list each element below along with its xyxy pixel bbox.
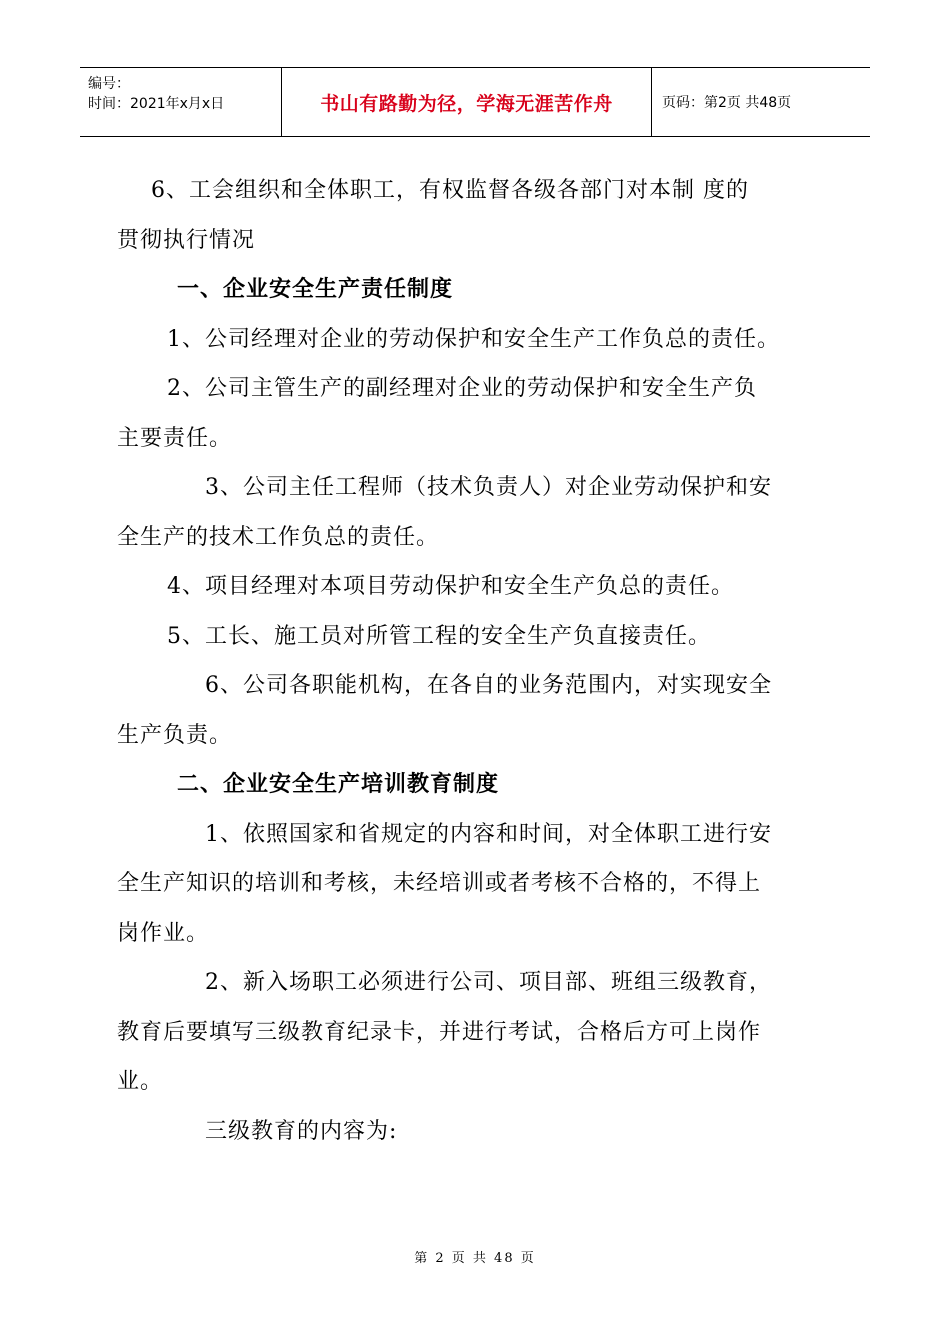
paragraph-line: 3、公司主任工程师（技术负责人）对企业劳动保护和安 [205,475,772,500]
section-heading: 二、企业安全生产培训教育制度 [177,772,500,797]
paragraph-line: 业。 [117,1069,164,1094]
paragraph-line: 全生产知识的培训和考核，未经培训或者考核不合格的，不得上 [117,871,762,896]
document-body [117,166,837,1156]
paragraph-line: 6、工会组织和全体职工，有权监督各级各部门对本制 度的 [151,178,749,203]
header-page-label: 页码：第2页 共48页 [662,95,792,111]
paragraph-line: 生产负责。 [117,722,233,748]
header-motto: 书山有路勤为径，学海无涯苦作舟 [320,92,613,115]
paragraph-line: 1、依照国家和省规定的内容和时间，对全体职工进行安 [205,821,772,847]
paragraph-line: 教育后要填写三级教育纪录卡，并进行考试，合格后方可上岗作 [117,1019,762,1045]
paragraph-line: 6、公司各职能机构，在各自的业务范围内，对实现安全 [205,673,772,698]
paragraph-line: 岗作业。 [117,920,210,946]
paragraph-line: 1、公司经理对企业的劳动保护和安全生产工作负总的责任。 [167,326,780,352]
paragraph-line: 5、工长、施工员对所管工程的安全生产负直接责任。 [167,623,711,649]
header-meta [80,68,282,136]
paragraph-line: 2、公司主管生产的副经理对企业的劳动保护和安全生产负 [167,376,757,401]
header-time-label: 时间：2021年x月x日 [88,96,225,112]
paragraph-line: 2、新入场职工必须进行公司、项目部、班组三级教育， [205,970,772,995]
paragraph-line: 主要责任。 [117,425,233,451]
section-heading: 一、企业安全生产责任制度 [177,277,454,302]
paragraph-line: 全生产的技术工作负总的责任。 [117,524,440,550]
paragraph-line: 4、项目经理对本项目劳动保护和安全生产负总的责任。 [167,574,734,599]
paragraph-line: 三级教育的内容为: [205,1118,398,1144]
paragraph-line: 贯彻执行情况 [117,227,256,253]
header-motto-cell [282,68,652,136]
header-number-label: 编号： [88,76,130,92]
header-page-cell [652,68,870,136]
document-header [80,67,870,137]
page-footer: 第 2 页 共 48 页 [414,1251,536,1266]
